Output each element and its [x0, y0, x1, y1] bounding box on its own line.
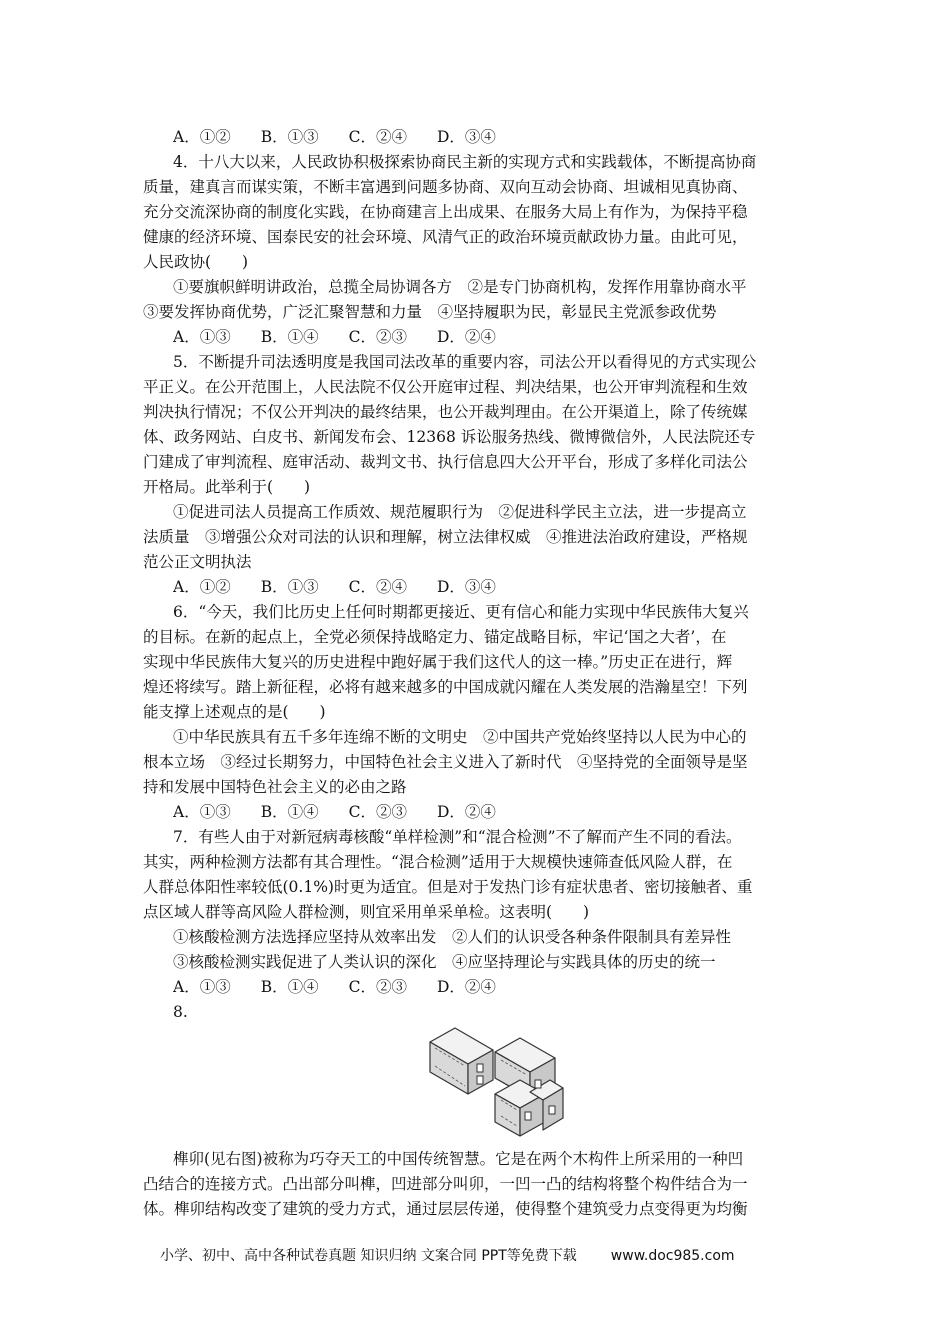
q5-statement-3: 范公正文明执法	[143, 553, 252, 571]
q6-option-b: B．①④	[260, 803, 319, 821]
q8-number: 8.	[173, 1003, 188, 1021]
q4-options	[173, 325, 823, 349]
q3-options	[173, 125, 823, 149]
mortise-tenon-figure	[425, 1020, 565, 1140]
q8-stem-line-1: 榫卯(见右图)被称为巧夺天工的中国传统智慧。它是在两个木构件上所采用的一种凹	[173, 1150, 744, 1168]
q6-stem-line-3: 实现中华民族伟大复兴的历史进程中跑好属于我们这代人的这一棒。”历史正在进行，辉	[143, 653, 733, 671]
q7-options	[173, 975, 823, 999]
q8-stem-line-2: 凸结合的连接方式。凸出部分叫榫，凹进部分叫卯，一凹一凸的结构将整个构件结合为一	[143, 1175, 748, 1193]
q5-stem-line-2: 平正义。在公开范围上，人民法院不仅公开庭审过程、判决结果，也公开审判流程和生效	[143, 378, 748, 396]
q5-option-c: C．②④	[348, 578, 407, 596]
q7-stem-line-4: 点区域人群等高风险人群检测，则宜采用单采单检。这表明( )	[143, 903, 590, 921]
q5-stem-line-1: 5．不断提升司法透明度是我国司法改革的重要内容，司法公开以看得见的方式实现公	[173, 353, 757, 371]
q7-option-a: A．①③	[173, 978, 231, 996]
q6-option-c: C．②③	[348, 803, 407, 821]
q4-stem-line-2: 质量，建真言而谋实策，不断丰富遇到问题多协商、双向互动会协商、坦诚相见真协商、	[143, 178, 748, 196]
q7-statement-2: ③核酸检测实践促进了人类认识的深化 ④应坚持理论与实践具体的历史的统一	[173, 953, 716, 971]
q3-option-d: D．③④	[436, 128, 496, 146]
q7-option-c: C．②③	[348, 978, 407, 996]
q5-statement-1: ①促进司法人员提高工作质效、规范履职行为 ②促进科学民主立法，进一步提高立	[173, 503, 747, 521]
q4-statement-2: ③要发挥协商优势，广泛汇聚智慧和力量 ④坚持履职为民，彰显民主党派参政优势	[143, 303, 717, 321]
q6-statement-1: ①中华民族具有五千多年连绵不断的文明史 ②中国共产党始终坚持以人民为中心的	[173, 728, 747, 746]
q4-option-a: A．①③	[173, 328, 231, 346]
q5-stem-line-4: 体、政务网站、白皮书、新闻发布会、12368 诉讼服务热线、微博微信外，人民法院还专	[143, 428, 756, 446]
q5-options	[173, 575, 823, 599]
q6-stem-line-1: 6．“今天，我们比历史上任何时期都更接近、更有信心和能力实现中华民族伟大复兴	[173, 603, 749, 621]
q4-stem-line-5: 人民政协( )	[143, 253, 249, 271]
q6-options	[173, 800, 823, 824]
q4-statement-1: ①要旗帜鲜明讲政治，总揽全局协调各方 ②是专门协商机构，发挥作用靠协商水平	[173, 278, 747, 296]
q5-option-b: B．①③	[260, 578, 319, 596]
q7-stem-line-3: 人群总体阳性率较低(0.1%)时更为适宜。但是对于发热门诊有症状患者、密切接触者、重	[143, 878, 753, 896]
q5-stem-line-6: 开格局。此举利于( )	[143, 478, 311, 496]
footer-text: 小学、初中、高中各种试卷真题 知识归纳 文案合同 PPT等免费下载	[160, 1248, 577, 1264]
q4-option-c: C．②③	[348, 328, 407, 346]
q5-stem-line-5: 门建成了审判流程、庭审活动、裁判文书、执行信息四大公开平台，形成了多样化司法公	[143, 453, 748, 471]
q4-stem-line-1: 4．十八大以来，人民政协积极探索协商民主新的实现方式和实践载体，不断提高协商	[173, 153, 757, 171]
q8-stem-line-3: 体。榫卯结构改变了建筑的受力方式，通过层层传递，使得整个建筑受力点变得更为均衡	[143, 1200, 748, 1218]
q5-option-a: A．①②	[173, 578, 231, 596]
q4-option-b: B．①④	[260, 328, 319, 346]
page-footer	[160, 1245, 860, 1265]
q6-option-a: A．①③	[173, 803, 231, 821]
q7-option-d: D．②④	[436, 978, 496, 996]
q6-stem-line-4: 煌还将续写。踏上新征程，必将有越来越多的中国成就闪耀在人类发展的浩瀚星空！下列	[143, 678, 748, 696]
q7-statement-1: ①核酸检测方法选择应坚持从效率出发 ②人们的认识受各种条件限制具有差异性	[173, 928, 732, 946]
q5-statement-2: 法质量 ③增强公众对司法的认识和理解，树立法律权威 ④推进法治政府建设，严格规	[143, 528, 748, 546]
q4-stem-line-3: 充分交流深协商的制度化实践，在协商建言上出成果、在服务大局上有作为，为保持平稳	[143, 203, 748, 221]
footer-url[interactable]: www.doc985.com	[610, 1248, 735, 1264]
q6-statement-2: 根本立场 ③经过长期努力，中国特色社会主义进入了新时代 ④坚持党的全面领导是坚	[143, 753, 748, 771]
q3-option-a: A．①②	[173, 128, 231, 146]
q5-stem-line-3: 判决执行情况；不仅公开判决的最终结果，也公开裁判理由。在公开渠道上，除了传统媒	[143, 403, 748, 421]
q4-stem-line-4: 健康的经济环境、国泰民安的社会环境、风清气正的政治环境贡献政协力量。由此可见，	[143, 228, 748, 246]
q7-option-b: B．①④	[260, 978, 319, 996]
q7-stem-line-2: 其实，两种检测方法都有其合理性。“混合检测”适用于大规模快速筛查低风险人群，在	[143, 853, 733, 871]
q4-option-d: D．②④	[436, 328, 496, 346]
q7-stem-line-1: 7．有些人由于对新冠病毒核酸“单样检测”和“混合检测”不了解而产生不同的看法。	[173, 828, 742, 846]
q6-stem-line-2: 的目标。在新的起点上，全党必须保持战略定力、锚定战略目标，牢记‘国之大者’，在	[143, 628, 727, 646]
q6-stem-line-5: 能支撑上述观点的是( )	[143, 703, 326, 721]
q6-option-d: D．②④	[436, 803, 496, 821]
q3-option-c: C．②④	[348, 128, 407, 146]
q6-statement-3: 持和发展中国特色社会主义的必由之路	[143, 778, 407, 796]
q3-option-b: B．①③	[260, 128, 319, 146]
q5-option-d: D．③④	[436, 578, 496, 596]
